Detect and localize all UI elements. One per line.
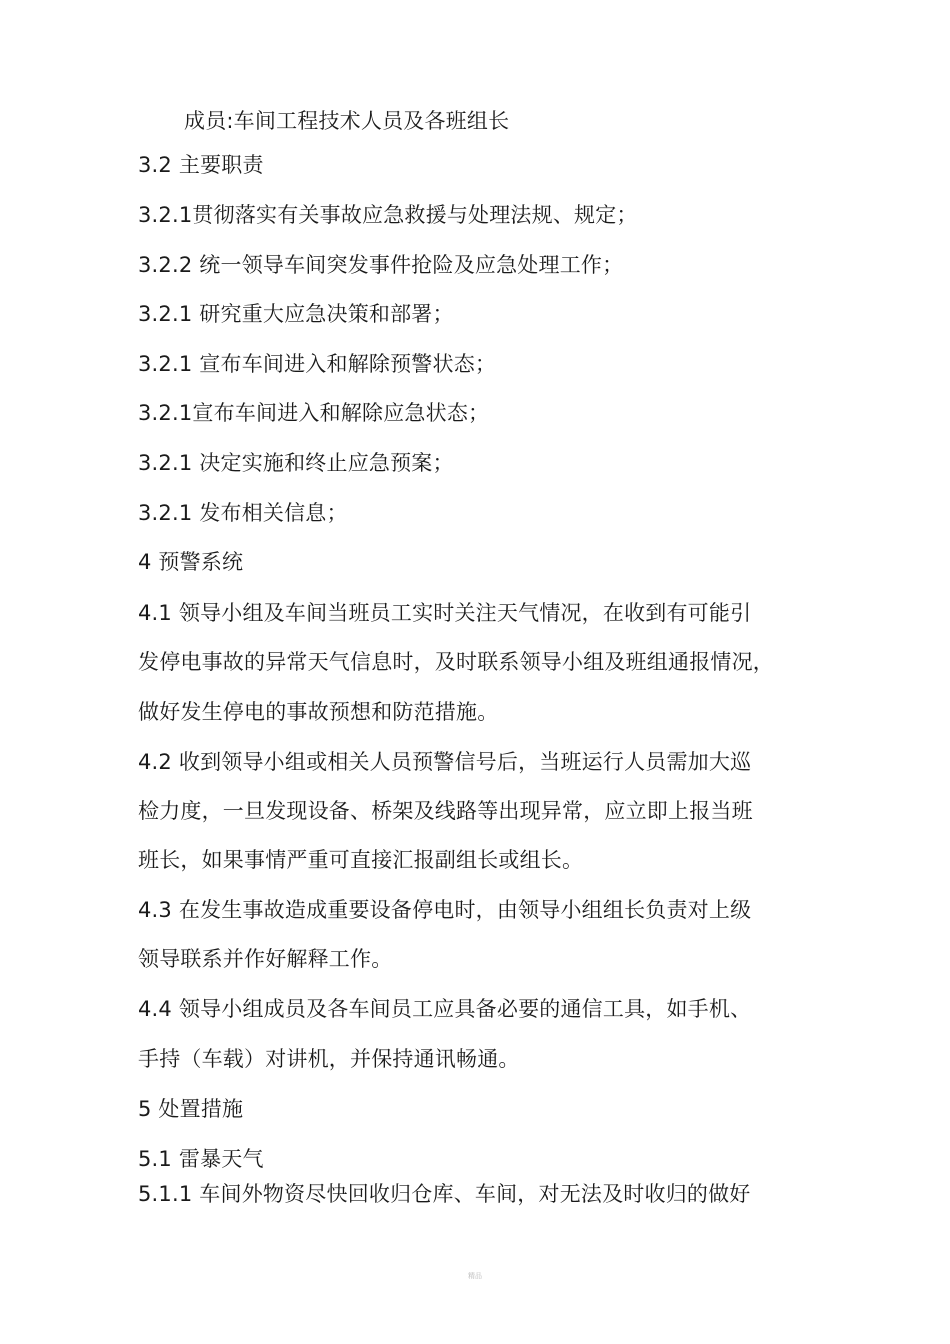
text-line-3-2-1-c: 3.2.1 宣布车间进入和解除预警状态；	[138, 352, 497, 376]
text-line-4-3-a: 4.3 在发生事故造成重要设备停电时，由领导小组组长负责对上级	[138, 898, 752, 922]
text-line-4-2-a: 4.2 收到领导小组或相关人员预警信号后，当班运行人员需加大巡	[138, 750, 752, 774]
text-line-4-1-c: 做好发生停电的事故预想和防范措施。	[138, 700, 499, 724]
text-line-3-2-1-a: 3.2.1贯彻落实有关事故应急救援与处理法规、规定；	[138, 203, 638, 227]
text-line-4-2-c: 班长，如果事情严重可直接汇报副组长或组长。	[138, 848, 584, 872]
text-line-4-1-a: 4.1 领导小组及车间当班员工实时关注天气情况，在收到有可能引	[138, 601, 752, 625]
text-line-5-1-1: 5.1.1 车间外物资尽快回收归仓库、车间，对无法及时收归的做好	[138, 1182, 751, 1206]
text-line-3-2-1-d: 3.2.1宣布车间进入和解除应急状态；	[138, 401, 490, 425]
text-line-4-4-a: 4.4 领导小组成员及各车间员工应具备必要的通信工具，如手机、	[138, 997, 752, 1021]
heading-thunderstorm: 5.1 雷暴天气	[138, 1147, 264, 1171]
text-line-3-2-1-f: 3.2.1 发布相关信息；	[138, 501, 348, 525]
heading-main-duties: 3.2 主要职责	[138, 153, 264, 177]
text-line-4-2-b: 检力度，一旦发现设备、桥架及线路等出现异常，应立即上报当班	[138, 799, 753, 823]
text-line-3-2-1-b: 3.2.1 研究重大应急决策和部署；	[138, 302, 454, 326]
text-line-3-2-2: 3.2.2 统一领导车间突发事件抢险及应急处理工作；	[138, 253, 624, 277]
heading-disposal-measures: 5 处置措施	[138, 1097, 244, 1121]
text-line-4-4-b: 手持（车载）对讲机，并保持通讯畅通。	[138, 1047, 520, 1071]
text-line-4-3-b: 领导联系并作好解释工作。	[138, 947, 393, 971]
text-line-3-2-1-e: 3.2.1 决定实施和终止应急预案；	[138, 451, 454, 475]
text-line-4-1-b: 发停电事故的异常天气信息时，及时联系领导小组及班组通报情况，	[138, 650, 774, 674]
text-line-members: 成员:车间工程技术人员及各班组长	[184, 109, 510, 133]
footer-watermark: 精品	[468, 1272, 482, 1280]
heading-warning-system: 4 预警系统	[138, 550, 244, 574]
